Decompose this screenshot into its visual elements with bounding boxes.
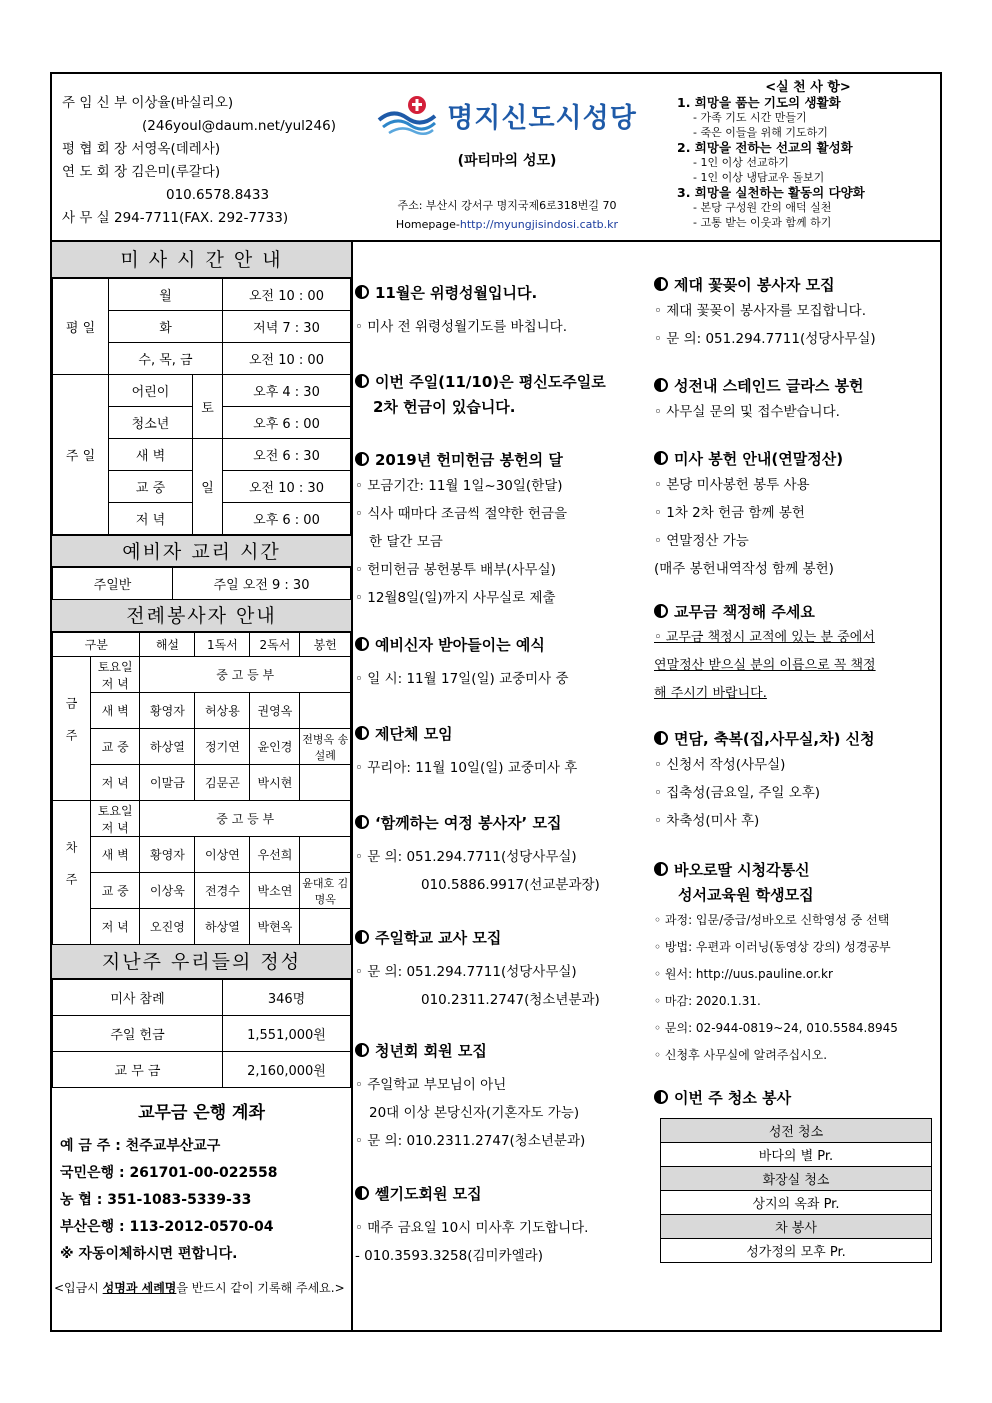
- notice-line: ◦ 모금기간: 11월 1일~30일(한달): [355, 478, 563, 494]
- notice-line: 한 달간 모금: [369, 534, 443, 550]
- church-logo: [357, 94, 657, 136]
- server-name: [300, 765, 351, 801]
- notice-line: ◦ 마감: 2020.1.31.: [654, 994, 761, 1008]
- server-name: 박시현: [250, 765, 300, 801]
- cleaning-team: 바다의 별 Pr.: [661, 1143, 932, 1167]
- notice-title: 11월은 위령성월입니다.: [355, 282, 650, 303]
- sunday-label: 주 일: [53, 375, 109, 535]
- half-circle-bullet-icon: [355, 815, 369, 829]
- offering-label: 미사 참례: [53, 980, 223, 1016]
- cleaning-head: 화장실 청소: [661, 1167, 932, 1191]
- notice-line: ◦ 식사 때마다 조금씩 절약한 헌금을: [355, 506, 567, 522]
- notice-line: 20대 이상 본당신자(기혼자도 가능): [369, 1105, 580, 1121]
- cleaning-head: 성전 청소: [661, 1119, 932, 1143]
- bank-note-auto: ※ 자동이체하시면 편합니다.: [60, 1246, 238, 1262]
- practice-sub: - 가족 기도 시간 만들기: [693, 111, 807, 124]
- column-divider: [351, 242, 353, 1332]
- notice-line: ◦ 주일학교 부모님이 아닌: [355, 1077, 507, 1093]
- notice-line: ◦ 문 의: 051.294.7711(성당사무실): [355, 964, 577, 980]
- notice: [654, 274, 940, 353]
- mass-group: 교 중: [109, 471, 193, 503]
- notice: [654, 1087, 940, 1263]
- notice-title: 교무금 책정해 주세요: [654, 601, 940, 622]
- notice: [355, 723, 650, 782]
- deposit-note-b: 성명과 세례명: [102, 1281, 177, 1295]
- servers-slot: 저 녁: [91, 765, 140, 801]
- office-phone: 사 무 실 294-7711(FAX. 292-7733): [62, 210, 289, 226]
- notice: [355, 1040, 650, 1155]
- notice: [355, 1183, 650, 1270]
- church-subtitle: (파티마의 성모): [457, 153, 557, 169]
- offering-value: 1,551,000원: [223, 1016, 351, 1052]
- notice-title: 이번 주일(11/10)은 평신도주일로: [355, 371, 650, 392]
- half-circle-bullet-icon: [355, 285, 369, 299]
- server-name: 김문곤: [195, 765, 250, 801]
- practice-items: [677, 80, 939, 230]
- church-logo-icon: [377, 94, 439, 136]
- saturday-label: 토: [193, 375, 223, 439]
- this-week-label: 금주: [53, 657, 91, 801]
- church-address: 주소: 부산시 강서구 명지국제6로318번길 70: [397, 199, 617, 212]
- servers-group: 중 고 등 부: [140, 657, 351, 693]
- notice-line: ◦ 교무금 책정시 교적에 있는 분 중에서: [654, 630, 875, 645]
- practice-sub: - 1인 이상 냉담교우 돌보기: [693, 171, 825, 184]
- server-name: 이상연: [195, 837, 250, 873]
- cleaning-team: 성가정의 모후 Pr.: [661, 1239, 932, 1263]
- notice-line: - 010.3593.3258(김미카엘라): [355, 1248, 543, 1264]
- offering-value: 346명: [223, 980, 351, 1016]
- catechumen-table: [52, 567, 351, 600]
- notice-line: ◦ 문 의: 051.294.7711(성당사무실): [654, 331, 876, 347]
- mass-time: 오전 10 : 00: [223, 343, 351, 375]
- practice-sub: - 본당 구성원 간의 애덕 실천: [693, 201, 832, 214]
- catechumen-time: 주일 오전 9 : 30: [173, 568, 351, 600]
- notice-line: ◦ 꾸리아: 11월 10일(일) 교중미사 후: [355, 760, 578, 776]
- bank-title: 교무금 은행 계좌: [138, 1103, 265, 1123]
- server-name: 이말금: [140, 765, 195, 801]
- deposit-note: [52, 1278, 351, 1298]
- servers-group: 중 고 등 부: [140, 801, 351, 837]
- weekday-label: 평 일: [53, 279, 109, 375]
- server-name: 박소연: [250, 873, 300, 909]
- mass-time: 오후 4 : 30: [223, 375, 351, 407]
- servers-slot: 토요일 저 녁: [91, 657, 140, 693]
- practice-sub: - 1인 이상 선교하기: [693, 156, 789, 169]
- notice-title: 제단체 모임: [355, 723, 650, 744]
- notice-title: ‘함께하는 여정 봉사자’ 모집: [355, 812, 650, 833]
- notice-line: ◦ 문 의: 051.294.7711(성당사무실): [355, 849, 577, 865]
- half-circle-bullet-icon: [355, 452, 369, 466]
- notice-line: 010.2311.2747(청소년분과): [421, 992, 600, 1008]
- right-column: [654, 242, 940, 1263]
- cleaning-team: 상지의 옥좌 Pr.: [661, 1191, 932, 1215]
- server-name: 우선희: [250, 837, 300, 873]
- mass-group: 어린이: [109, 375, 193, 407]
- notice: [654, 728, 940, 835]
- server-name: 하상열: [195, 909, 250, 945]
- notice: [654, 448, 940, 583]
- server-name: 황영자: [140, 837, 195, 873]
- notice-line: ◦ 12월8일(일)까지 사무실로 제출: [355, 590, 556, 606]
- notice-line: ◦ 일 시: 11월 17일(일) 교중미사 중: [355, 671, 569, 687]
- half-circle-bullet-icon: [654, 862, 668, 876]
- notice-title: 이번 주 청소 봉사: [654, 1087, 940, 1108]
- notice: [355, 927, 650, 1014]
- notice: [355, 371, 650, 417]
- notice: [654, 859, 940, 1069]
- mass-group: 청소년: [109, 407, 193, 439]
- servers-slot: 새 벽: [91, 693, 140, 729]
- server-name: 전경수: [195, 873, 250, 909]
- bank-accounts: [52, 1088, 351, 1278]
- notice-line: 010.5886.9917(선교분과장): [421, 877, 600, 893]
- pastor-email: (246youl@daum.net/yul246): [142, 118, 336, 134]
- notice-line: ◦ 집축성(금요일, 주일 오후): [654, 785, 821, 801]
- half-circle-bullet-icon: [654, 451, 668, 465]
- offering-value: 2,160,000원: [223, 1052, 351, 1088]
- half-circle-bullet-icon: [654, 1090, 668, 1104]
- notice-line: ◦ 사무실 문의 및 접수받습니다.: [654, 404, 840, 420]
- church-title-block: [357, 94, 657, 234]
- offering-label: 주일 헌금: [53, 1016, 223, 1052]
- half-circle-bullet-icon: [355, 1186, 369, 1200]
- practice-item-3: 3. 희망을 실천하는 활동의 다양화: [677, 185, 865, 200]
- mass-time: 오전 10 : 30: [223, 471, 351, 503]
- mass-time: 오후 6 : 00: [223, 503, 351, 535]
- notice-line: ◦ 방법: 우편과 이러닝(동영상 강의) 성경공부: [654, 940, 891, 954]
- server-name: 윤대호 김명옥: [300, 873, 351, 909]
- deposit-note-a: <입금시: [54, 1281, 103, 1295]
- notice-line: 해 주시기 바랍니다.: [654, 686, 767, 701]
- catechumen-label: 주일반: [53, 568, 173, 600]
- server-name: 이상욱: [140, 873, 195, 909]
- server-name: 정기연: [195, 729, 250, 765]
- server-name: 권영옥: [250, 693, 300, 729]
- servers-head: 1독서: [195, 633, 250, 657]
- header: [52, 74, 940, 242]
- server-name: [300, 909, 351, 945]
- servers-slot: 교 중: [91, 873, 140, 909]
- server-name: 전병옥 송설례: [300, 729, 351, 765]
- mass-times-title: 미 사 시 간 안 내: [52, 242, 351, 278]
- bulletin-frame: [50, 72, 942, 1332]
- notice-line: ◦ 1차 2차 헌금 함께 봉헌: [654, 505, 805, 521]
- practice-sub: - 죽은 이들을 위해 기도하기: [693, 126, 828, 139]
- practice-item-1: 1. 희망을 품는 기도의 생활화: [677, 95, 841, 110]
- church-address-block: [357, 196, 657, 234]
- mass-time: 저녁 7 : 30: [223, 311, 351, 343]
- practice-item-2: 2. 희망을 전하는 선교의 활성화: [677, 140, 853, 155]
- council-president: 평 협 회 장 서영옥(데레사): [62, 141, 221, 157]
- middle-column: [355, 242, 650, 1270]
- mass-times-table: [52, 278, 351, 535]
- half-circle-bullet-icon: [355, 374, 369, 388]
- servers-slot: 저 녁: [91, 909, 140, 945]
- half-circle-bullet-icon: [654, 731, 668, 745]
- notice-line: 연말정산 받으실 분의 이름으로 꼭 책정: [654, 658, 876, 673]
- server-name: [300, 693, 351, 729]
- half-circle-bullet-icon: [654, 277, 668, 291]
- notice-line: ◦ 연말정산 가능: [654, 533, 749, 549]
- notice-title-2: 2차 헌금이 있습니다.: [373, 398, 516, 416]
- notice-line: ◦ 원서: http://uus.pauline.or.kr: [654, 967, 833, 981]
- notice: [654, 375, 940, 426]
- half-circle-bullet-icon: [654, 604, 668, 618]
- notice: [654, 601, 940, 708]
- mass-group: 새 벽: [109, 439, 193, 471]
- server-name: 허상용: [195, 693, 250, 729]
- half-circle-bullet-icon: [654, 378, 668, 392]
- notice-line: ◦ 제대 꽃꽂이 봉사자를 모집합니다.: [654, 303, 866, 319]
- notice: [355, 449, 650, 612]
- server-name: 하상열: [140, 729, 195, 765]
- servers-head: 2독서: [250, 633, 300, 657]
- half-circle-bullet-icon: [355, 1043, 369, 1057]
- notice-title: 청년회 회원 모집: [355, 1040, 650, 1061]
- server-name: 윤인경: [250, 729, 300, 765]
- bank-line: 예 금 주 : 천주교부산교구: [60, 1138, 221, 1154]
- server-name: [300, 837, 351, 873]
- president-phone: 010.6578.8433: [166, 187, 270, 203]
- notice-title: 2019년 헌미헌금 봉헌의 달: [355, 449, 650, 470]
- notice-title: 예비신자 받아들이는 예식: [355, 634, 650, 655]
- notice: [355, 812, 650, 899]
- notice-line: ◦ 문 의: 010.2311.2747(청소년분과): [355, 1133, 586, 1149]
- notice-line: ◦ 미사 전 위령성월기도를 바칩니다.: [355, 319, 567, 335]
- homepage-label: Homepage-: [395, 218, 460, 231]
- servers-head: 봉헌: [300, 633, 351, 657]
- mass-day: 월: [109, 279, 223, 311]
- notice-line: ◦ 신청후 사무실에 알려주십시오.: [654, 1048, 828, 1062]
- servers-title: 전례봉사자 안내: [52, 600, 351, 632]
- notice-line: ◦ 과정: 입문/중급/성바오로 신학영성 중 선택: [654, 913, 890, 927]
- next-week-label: 차주: [53, 801, 91, 945]
- notice: [355, 282, 650, 341]
- notice-title-2: 성서교육원 학생모집: [678, 886, 814, 904]
- notice: [355, 634, 650, 693]
- practice-sub: - 고통 받는 이웃과 함께 하기: [693, 216, 832, 229]
- servers-slot: 토요일 저 녁: [91, 801, 140, 837]
- servers-slot: 새 벽: [91, 837, 140, 873]
- bank-line: 농 협 : 351-1083-5339-33: [60, 1192, 252, 1208]
- deposit-note-c: 을 반드시 같이 기록해 주세요.>: [176, 1281, 345, 1295]
- server-name: 박현옥: [250, 909, 300, 945]
- sunday-day-label: 일: [193, 439, 223, 535]
- servers-slot: 교 중: [91, 729, 140, 765]
- notice-title: 성전내 스테인드 글라스 봉헌: [654, 375, 940, 396]
- homepage-link[interactable]: http://myungjisindosi.catb.kr: [459, 218, 619, 231]
- notice-line: ◦ 매주 금요일 10시 미사후 기도합니다.: [355, 1220, 589, 1236]
- server-name: 오진영: [140, 909, 195, 945]
- servers-table: [52, 632, 351, 945]
- offering-label: 교 무 금: [53, 1052, 223, 1088]
- notice-line: ◦ 문의: 02-944-0819~24, 010.5584.8945: [654, 1021, 898, 1035]
- homepage: [357, 215, 657, 234]
- notice-title: 면담, 축복(집,사무실,차) 신청: [654, 728, 940, 749]
- server-name: 황영자: [140, 693, 195, 729]
- mass-group: 저 녁: [109, 503, 193, 535]
- notice-title: 주일학교 교사 모집: [355, 927, 650, 948]
- mass-time: 오전 10 : 00: [223, 279, 351, 311]
- practice-title: <실 천 사 항>: [765, 80, 851, 95]
- offering-title: 지난주 우리들의 정성: [52, 945, 351, 979]
- bank-line: 국민은행 : 261701-00-022558: [60, 1165, 278, 1181]
- catechumen-title: 예비자 교리 시간: [52, 535, 351, 567]
- offering-table: [52, 979, 351, 1088]
- district-president: 연 도 회 장 김은미(루갈다): [62, 164, 221, 180]
- half-circle-bullet-icon: [355, 930, 369, 944]
- cleaning-head: 차 봉사: [661, 1215, 932, 1239]
- pastor-line: 주 임 신 부 이상율(바실리오): [62, 95, 234, 111]
- mass-time: 오전 6 : 30: [223, 439, 351, 471]
- notice-title: 바오로딸 시청각통신: [654, 859, 940, 880]
- notice-line: ◦ 헌미헌금 봉헌봉투 배부(사무실): [355, 562, 556, 578]
- notice-line: (매주 봉헌내역작성 함께 봉헌): [654, 561, 834, 577]
- staff-contacts: [62, 92, 352, 230]
- cleaning-table: [660, 1118, 932, 1263]
- half-circle-bullet-icon: [355, 726, 369, 740]
- bank-line: 부산은행 : 113-2012-0570-04: [60, 1219, 274, 1235]
- notice-line: ◦ 차축성(미사 후): [654, 813, 760, 829]
- notice-line: ◦ 본당 미사봉헌 봉투 사용: [654, 477, 810, 493]
- notice-title: 미사 봉헌 안내(연말정산): [654, 448, 940, 469]
- church-name: 명지신도시성당: [447, 102, 637, 134]
- mass-day: 화: [109, 311, 223, 343]
- half-circle-bullet-icon: [355, 637, 369, 651]
- mass-day: 수, 목, 금: [109, 343, 223, 375]
- mass-time: 오후 6 : 00: [223, 407, 351, 439]
- notice-title: 제대 꽃꽂이 봉사자 모집: [654, 274, 940, 295]
- notice-title: 쎌기도회원 모집: [355, 1183, 650, 1204]
- servers-head: 해설: [140, 633, 195, 657]
- notice-line: ◦ 신청서 작성(사무실): [654, 757, 786, 773]
- servers-head: 구분: [53, 633, 140, 657]
- left-column: [52, 242, 351, 1298]
